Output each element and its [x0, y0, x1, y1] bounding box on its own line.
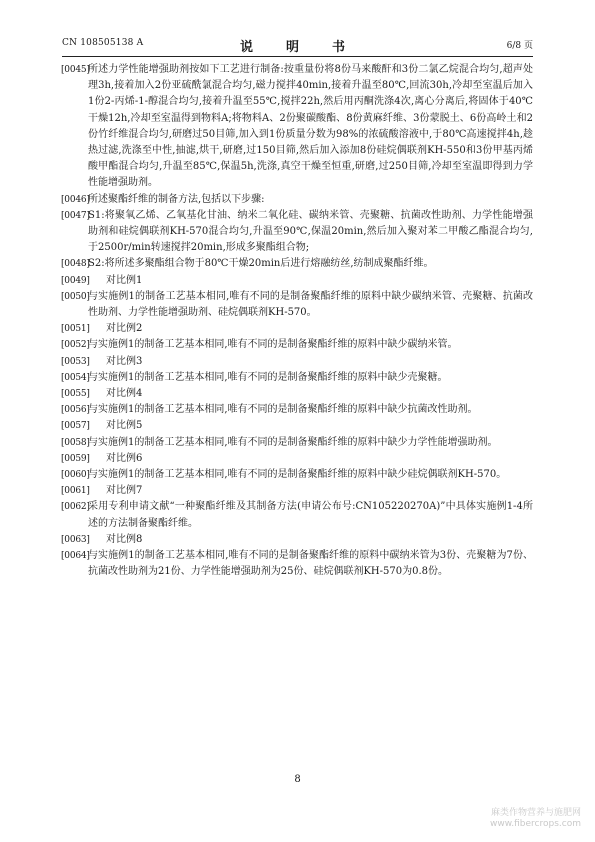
- paragraph-number: [0064]: [61, 551, 90, 562]
- paragraph: [62, 499, 533, 531]
- paragraph-number: [0052]: [61, 340, 90, 351]
- paragraph-text: 与实施例1的制备工艺基本相同,唯有不同的是制备聚酯纤维的原料中缺少壳聚糖。: [88, 371, 448, 383]
- paragraph-text: 与实施例1的制备工艺基本相同,唯有不同的是制备聚酯纤维的原料中缺少硅烷偶联剂KH-570。: [88, 469, 507, 481]
- paragraph: [62, 208, 533, 257]
- section-heading: [62, 532, 533, 548]
- section-heading: [62, 418, 533, 434]
- paragraph-number: [0063]: [61, 534, 90, 545]
- page-number: 8: [294, 774, 301, 785]
- paragraph: [62, 289, 533, 321]
- publication-number: CN 108505138 A: [62, 38, 144, 48]
- heading-text: 对比例6: [106, 452, 143, 464]
- paragraph-number: [0055]: [61, 389, 90, 400]
- paragraph-number: [0061]: [61, 486, 90, 497]
- page-header: [62, 36, 533, 55]
- section-heading: [62, 451, 533, 467]
- section-heading: [62, 273, 533, 289]
- section-heading: [62, 354, 533, 370]
- paragraph-number: [0047]: [61, 210, 90, 221]
- document-body: [62, 62, 533, 581]
- watermark: [490, 808, 581, 830]
- heading-text: 对比例3: [106, 355, 143, 367]
- paragraph-text: 所述力学性能增强助剂按如下工艺进行制备:按重量份将8份马来酸酐和3份二氯乙烷混合均匀,超声处理3h,接着加入2份亚硫酰氯混合均匀,磁力搅拌40min,接着升温至80℃,回流30h,冷却至室温后加入1份2-丙烯-1-醇混合均匀,接着升温至55℃,搅拌22h,然后用丙酮洗涤4次,离心分离后,将固体于40℃干燥12h,冷却至室温得到物料A;将物料A、2份聚碳酸酯、8份黄麻纤维、3份蒙脱土、6份高岭土和2份竹纤维混合均匀,研磨过50目筛,加入到1份质量分数为98%的浓硫酸溶液中,于80℃高速搅拌4h,趁热过滤,洗涤至中性,抽滤,烘干,研磨,过150目筛,然后加入添加8份硅烷偶联剂KH-550和3份甲基丙烯酸甲酯混合均匀,升温至85℃,保温5h,洗涤,真空干燥至恒重,研磨,过250目筛,冷却至室温即得到力学性能增强助剂。: [88, 64, 533, 189]
- paragraph-number: [0058]: [61, 437, 90, 448]
- paragraph-text: 与实施例1的制备工艺基本相同,唯有不同的是制备聚酯纤维的原料中缺少碳纳米管。: [88, 339, 458, 351]
- section-heading: [62, 321, 533, 337]
- paragraph-number: [0048]: [61, 259, 90, 270]
- paragraph-text: 与实施例1的制备工艺基本相同,唯有不同的是制备聚酯纤维的原料中缺少抗菌改性助剂。: [88, 404, 478, 416]
- paragraph-number: [0050]: [61, 291, 90, 302]
- heading-text: 对比例8: [106, 533, 143, 545]
- paragraph: [62, 370, 533, 386]
- header-divider: [62, 56, 533, 57]
- paragraph-text: 与实施例1的制备工艺基本相同,唯有不同的是制备聚酯纤维的原料中缺少碳纳米管、壳聚糖、抗菌改性助剂、力学性能增强助剂、硅烷偶联剂KH-570。: [88, 290, 533, 319]
- paragraph-number: [0059]: [61, 453, 90, 464]
- paragraph-number: [0046]: [61, 194, 90, 205]
- paragraph-number: [0060]: [61, 470, 90, 481]
- paragraph-number: [0062]: [61, 502, 90, 513]
- paragraph: [62, 192, 533, 208]
- paragraph-number: [0053]: [61, 356, 90, 367]
- watermark-site-name: 麻类作物营养与施肥网: [490, 808, 581, 818]
- paragraph: [62, 402, 533, 418]
- heading-text: 对比例7: [106, 485, 143, 497]
- paragraph: [62, 62, 533, 192]
- paragraph-number: [0056]: [61, 405, 90, 416]
- paragraph-text: 与实施例1的制备工艺基本相同,唯有不同的是制备聚酯纤维的原料中碳纳米管为3份、壳聚糖为7份、抗菌改性助剂为21份、力学性能增强助剂为25份、硅烷偶联剂KH-570为0.8份。: [88, 550, 533, 578]
- paragraph: [62, 548, 533, 580]
- paragraph-number: [0049]: [61, 275, 90, 286]
- document-title: 说 明 书: [239, 40, 355, 55]
- paragraph-text: S2:将所述多聚酯组合物于80℃干燥20min后进行熔融纺丝,纺制成聚酯纤维。: [88, 258, 434, 270]
- section-heading: [62, 386, 533, 402]
- heading-text: 对比例2: [106, 323, 143, 335]
- heading-text: 对比例4: [106, 388, 143, 400]
- section-heading: [62, 483, 533, 499]
- watermark-url: www.fibercrops.com: [490, 819, 581, 829]
- paragraph-number: [0045]: [61, 65, 90, 75]
- paragraph-number: [0054]: [61, 372, 90, 383]
- paragraph-text: 与实施例1的制备工艺基本相同,唯有不同的是制备聚酯纤维的原料中缺少力学性能增强助剂。: [88, 436, 498, 448]
- paragraph-text: S1:将聚氧乙烯、乙氧基化甘油、纳米二氧化硅、碳纳米管、壳聚糖、抗菌改性助剂、力学性能增强助剂和硅烷偶联剂KH-570混合均匀,升温至90℃,保温20min,然后加入聚对苯二甲酸乙酯混合均匀,于2500r/min转速搅拌20min,形成多聚酯组合物;: [88, 209, 533, 254]
- paragraph-text: 采用专利申请文献“一种聚酯纤维及其制备方法(申请公布号:CN105220270A)”中具体实施例1-4所述的方法制备聚酯纤维。: [88, 501, 533, 529]
- paragraph-number: [0057]: [61, 421, 90, 432]
- paragraph: [62, 337, 533, 353]
- page-indicator: 6/8 页: [506, 41, 533, 51]
- paragraph-number: [0051]: [61, 324, 90, 335]
- paragraph: [62, 435, 533, 451]
- paragraph-text: 所述聚酯纤维的制备方法,包括以下步骤:: [88, 193, 265, 205]
- paragraph: [62, 256, 533, 272]
- heading-text: 对比例1: [106, 274, 143, 286]
- paragraph: [62, 467, 533, 483]
- heading-text: 对比例5: [106, 420, 143, 432]
